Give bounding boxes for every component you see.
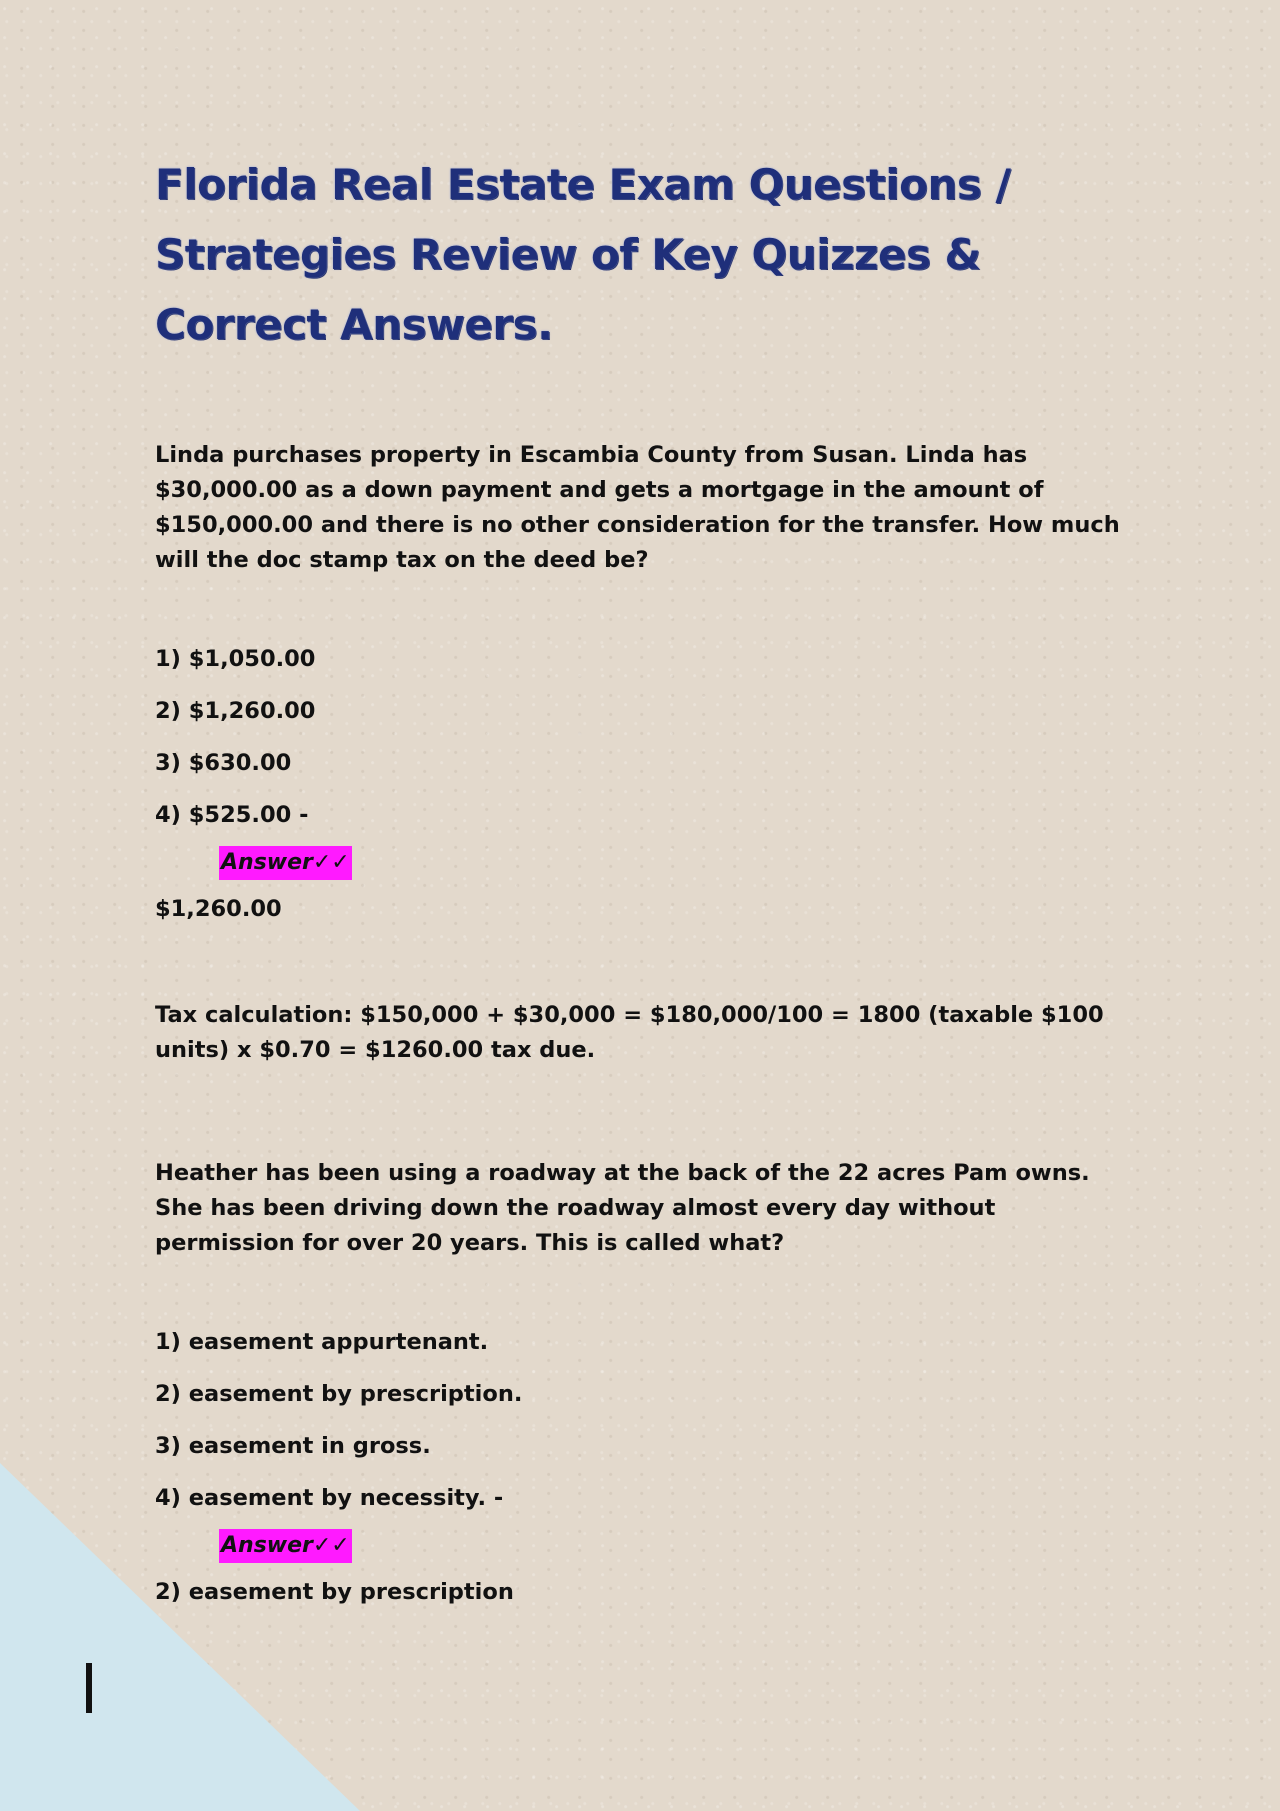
- document-title: [155, 150, 1135, 360]
- answer-label-badge: Answer✓✓: [219, 846, 352, 880]
- question-text: Heather has been using a roadway at the back of the 22 acres Pam owns. She has been driving down the roadway almost every day without permission for over 20 years. This is called what?: [155, 1160, 1090, 1256]
- question-text: Linda purchases property in Escambia County from Susan. Linda has $30,000.00 as a down payment and gets a mortgage in the amount of $150,000.00 and there is no other consideration for the transfer. How much will the doc stamp tax on the deed be?: [155, 442, 1120, 573]
- option-item: 3) $630.00: [155, 750, 292, 776]
- option-item: 2) $1,260.00: [155, 698, 316, 724]
- explanation-text: Tax calculation: $150,000 + $30,000 = $180,000/100 = 1800 (taxable $100 units) x $0.70 = $1260.00 tax due.: [155, 1002, 1104, 1063]
- title-line: Florida Real Estate Exam Questions /: [155, 160, 1011, 209]
- page-marker-bar: [86, 1663, 92, 1713]
- answer-label-badge: Answer✓✓: [219, 1529, 352, 1563]
- question-block: [155, 1156, 1135, 1605]
- title-line: Strategies Review of Key Quizzes &: [155, 230, 981, 279]
- option-item: 4) $525.00 -: [155, 802, 309, 828]
- option-item: 3) easement in gross.: [155, 1433, 431, 1459]
- option-item: 2) easement by prescription.: [155, 1381, 523, 1407]
- option-item: 1) $1,050.00: [155, 646, 316, 672]
- option-item: 4) easement by necessity. -: [155, 1485, 504, 1511]
- option-list: [155, 1329, 1135, 1511]
- answer-text: 2) easement by prescription: [155, 1579, 514, 1605]
- option-list: [155, 646, 1135, 828]
- question-block: [155, 438, 1135, 1068]
- answer-text: $1,260.00: [155, 896, 282, 922]
- option-item: 1) easement appurtenant.: [155, 1329, 489, 1355]
- document-body: [155, 150, 1135, 1605]
- title-line: Correct Answers.: [155, 300, 553, 349]
